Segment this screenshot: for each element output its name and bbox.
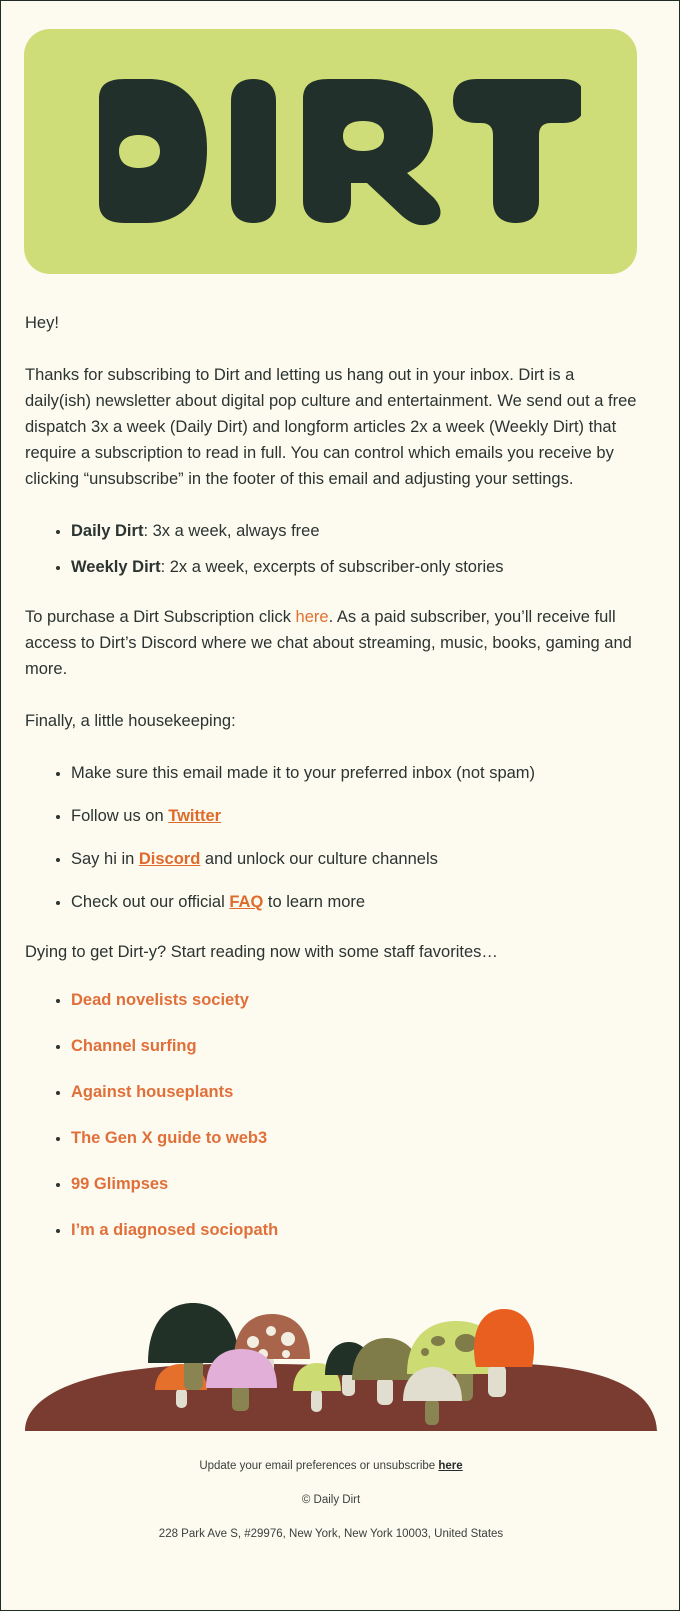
cadence-name: Weekly Dirt <box>71 558 161 576</box>
housekeeping-heading: Finally, a little housekeeping: <box>25 712 236 730</box>
list-item <box>71 846 637 872</box>
greeting-text: Hey! <box>25 314 59 332</box>
favorite-article-link[interactable]: Dead novelists society <box>71 991 249 1009</box>
unsubscribe-link[interactable]: here <box>438 1460 463 1472</box>
item-text-before: Check out our official <box>71 893 230 911</box>
intro-paragraph: Thanks for subscribing to Dirt and letting us hang out in your inbox. Dirt is a daily(ish) newsletter about digital pop culture and entertainment. We send out a free dispatch 3x a week (Daily Dirt) and longform articles 2x a week (Weekly Dirt) that require a subscription to read in full. You can control which emails you receive by clicking “unsubscribe” in the footer of this email and adjusting your settings. <box>25 366 637 488</box>
favorites-heading: Dying to get Dirt-y? Start reading now with some staff favorites… <box>25 943 498 961</box>
list-item <box>71 1217 637 1243</box>
subscription-paragraph <box>25 604 637 682</box>
favorite-article-link[interactable]: The Gen X guide to web3 <box>71 1129 268 1147</box>
list-item <box>71 554 637 580</box>
subscription-text-before: To purchase a Dirt Subscription click <box>25 608 296 626</box>
preferences-line <box>25 1458 637 1475</box>
list-item <box>71 1033 637 1059</box>
list-item <box>71 760 637 786</box>
twitter-link[interactable]: Twitter <box>168 807 222 825</box>
purchase-subscription-link[interactable]: here <box>295 608 329 626</box>
list-item <box>71 889 637 915</box>
cadence-list <box>25 518 637 580</box>
subscription-text-after: . As a paid subscriber, you’ll receive full access to Dirt’s Discord where we chat about streaming, music, books, gaming and more. <box>25 608 632 678</box>
discord-link[interactable]: Discord <box>138 850 201 868</box>
email-body <box>1 274 679 1543</box>
favorite-article-link[interactable]: I’m a diagnosed sociopath <box>71 1221 279 1239</box>
list-item <box>71 1171 637 1197</box>
preferences-text: Update your email preferences or unsubscribe <box>199 1460 439 1472</box>
logo-header-card <box>24 29 637 274</box>
item-text-before: Follow us on <box>71 807 169 825</box>
item-text-before: Say hi in <box>71 850 139 868</box>
address-line: 228 Park Ave S, #29976, New York, New York 10003, United States <box>158 1528 504 1540</box>
favorite-article-link[interactable]: Against houseplants <box>71 1083 234 1101</box>
cadence-detail: : 2x a week, excerpts of subscriber-only stories <box>160 558 504 576</box>
item-text-after: to learn more <box>263 893 366 911</box>
list-item <box>71 987 637 1013</box>
item-text-after: and unlock our culture channels <box>200 850 438 868</box>
favorite-article-link[interactable]: 99 Glimpses <box>71 1175 169 1193</box>
list-item <box>71 803 637 829</box>
list-item <box>71 1079 637 1105</box>
faq-link[interactable]: FAQ <box>229 893 264 911</box>
favorite-article-link[interactable]: Channel surfing <box>71 1037 197 1055</box>
email-footer <box>25 1436 637 1543</box>
copyright-line: © Daily Dirt <box>301 1494 361 1506</box>
list-item <box>71 518 637 544</box>
item-text-before: Make sure this email made it to your preferred inbox (not spam) <box>71 764 536 782</box>
list-item <box>71 1125 637 1151</box>
dirt-logo <box>81 77 581 227</box>
mushroom-illustration <box>1 1281 680 1436</box>
housekeeping-list <box>25 760 637 915</box>
cadence-detail: : 3x a week, always free <box>143 522 320 540</box>
staff-favorites-list <box>25 987 637 1243</box>
cadence-name: Daily Dirt <box>71 522 144 540</box>
